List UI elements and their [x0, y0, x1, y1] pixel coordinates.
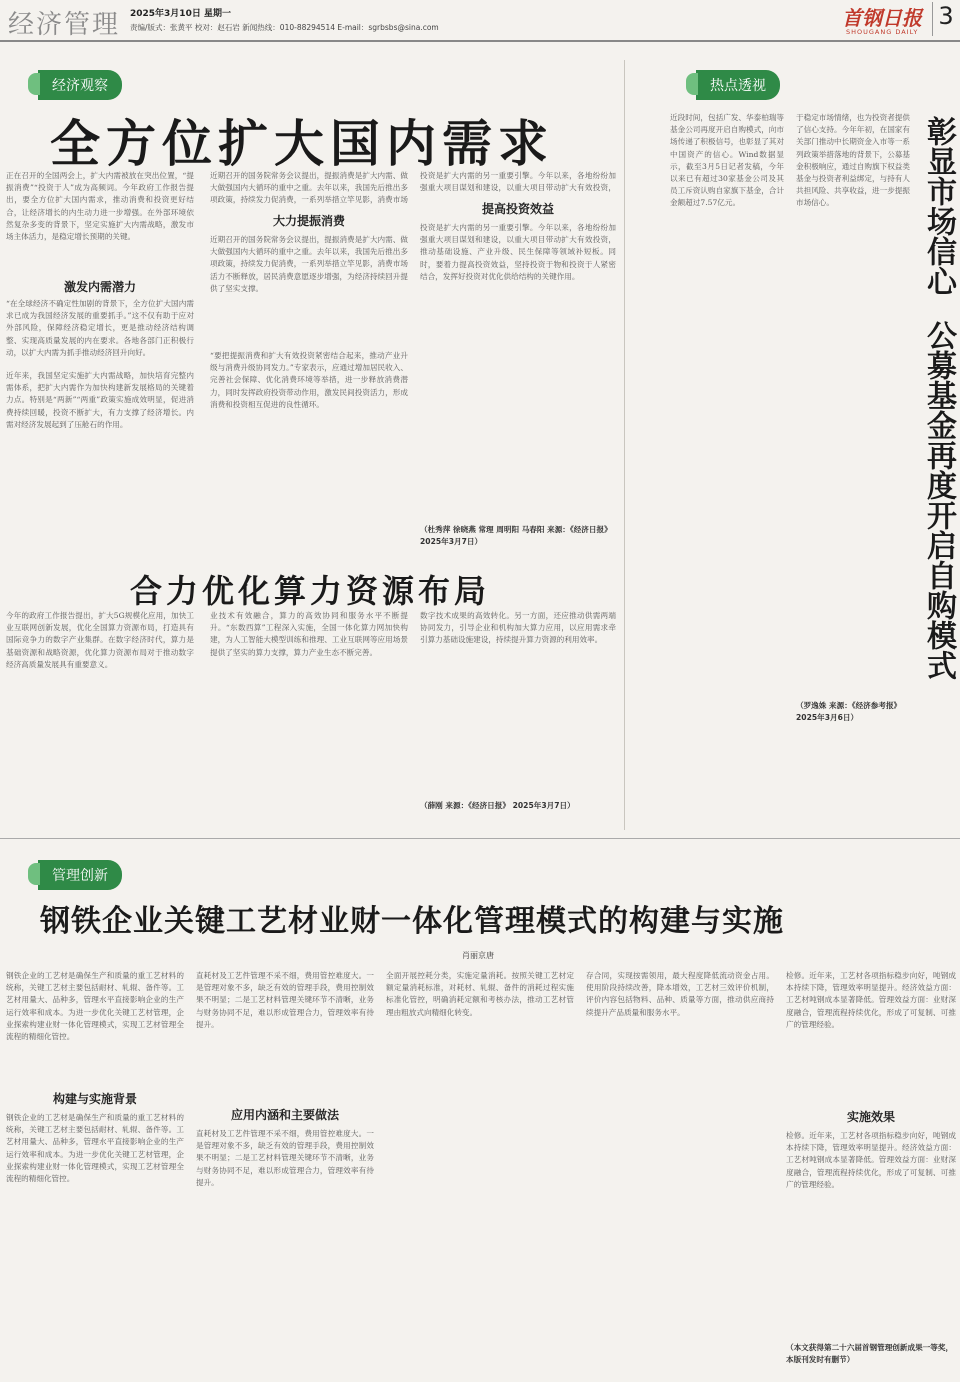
article1-col1: 正在召开的全国两会上，扩大内需被放在突出位置，“提振消费”“投资于人”成为高频词。今年政府工作报告提出，要全方位扩大国内需求，推动消费和投资更好结合，让经济增长的内生动力进一步增强。在外部环境依然复杂多变的背景下，坚定实施扩大内需战略，激发市场主体活力，是稳定增长预期的关键。 [6, 171, 194, 242]
article3-source: （罗逸姝 来源：《经济参考报》 2025年3月6日） [796, 701, 902, 722]
section-tag-hotspot: 热点透视 [696, 70, 780, 100]
article1-col6a: 投资是扩大内需的另一重要引擎。今年以来，各地纷纷加强重大项目谋划和建设，以重大项目带动扩大有效投资， [420, 171, 616, 192]
article4-col1a: 钢铁企业的工艺材是确保生产和质量的重工艺材料的统称，关键工艺材主要包括耐材、轧辊、备件等。工艺材用量大、品种多，管理水平直接影响企业的生产运行效率和成本。为进一步优化关键工艺材管理，企业探索构建业财一体化管理模式，实现工艺材管理全流程的精细化管控。 [6, 971, 184, 1042]
subhead-background: 构建与实施背景 [52, 1092, 137, 1106]
column-divider [624, 60, 625, 830]
newspaper-logo-en: SHOUGANG DAILY [846, 28, 919, 36]
article4-author: 肖丽京唐 [462, 951, 494, 960]
header-rule [0, 40, 960, 42]
article4-col4: 存合同，实现按需领用，最大程度降低流动资金占用。使用阶段持续改善，降本增效，工艺材三效评价机制，评价内容包括物料、品种、质量等方面，推动供应商持续提升产品质量和服务水平。 [586, 971, 774, 1017]
article4-col1b: 钢铁企业的工艺材是确保生产和质量的重工艺材料的统称，关键工艺材主要包括耐材、轧辊、备件等。工艺材用量大、品种多，管理水平直接影响企业的生产运行效率和成本。为进一步优化关键工艺材管理，企业探索构建业财一体化管理模式，实现工艺材管理全流程的精细化管控。 [6, 1113, 184, 1184]
subhead-results: 实施效果 [846, 1110, 895, 1124]
article1-col5: “要把提振消费和扩大有效投资紧密结合起来，推动产业升级与消费升级协同发力。”专家表示，应通过增加居民收入、完善社会保障、优化消费环境等举措，进一步释放消费潜力，同时发挥政府投资带动作用，激发民间投资活力，形成消费和投资相互促进的良性循环。 [210, 351, 408, 409]
headline-expand-demand: 全方位扩大国内需求 [50, 115, 554, 173]
subhead-connotation: 应用内涵和主要做法 [230, 1108, 339, 1122]
article4-col5a: 检修。近年来，工艺材各项指标稳步向好，吨钢成本持续下降，管理效率明显提升。经济效益方面：工艺材吨钢成本显著降低。管理效益方面：业财深度融合，管理流程持续优化，形成了可复制、可推广的管理经验。 [786, 971, 956, 1029]
article3-col2: 于稳定市场情绪，也为投资者提供了信心支持。今年年初，在国家有关部门推动中长期资金入市等一系列政策举措落地的背景下，公募基金积极响应，通过自购旗下权益类基金与投资者利益绑定，与持有人共担风险、共享收益，进一步提振市场信心。 [796, 113, 910, 208]
article1-col4b: 近期召开的国务院常务会议提出，提振消费是扩大内需、做大做强国内大循环的重中之重。去年以来，我国先后推出多项政策，持续发力促消费，一系列举措立竿见影，消费市场活力不断释放，居民消费意愿逐步增强，为经济持续回升提供了坚实支撑。 [210, 235, 408, 293]
subhead-investment-efficiency: 提高投资效益 [481, 202, 554, 216]
article1-col6b: 投资是扩大内需的另一重要引擎。今年以来，各地纷纷加强重大项目谋划和建设，以重大项目带动扩大有效投资，推动基础设施、产业升级、民生保障等领域补短板。同时，要着力提高投资效益，坚持投资于物和投资于人紧密结合，发挥好投资对优化供给结构的关键作用。 [420, 223, 616, 281]
article4-col3: 全面开展控耗分类，实施定量消耗。按照关键工艺材定额定量消耗标准，对耗材、轧辊、备件的消耗过程实施标准化管控，明确消耗定额和考核办法，推动工艺材管理由粗放式向精细化转变。 [386, 971, 574, 1017]
article2-col2: 业技术有效融合，算力的高效协同和服务水平不断提升。“东数西算”工程深入实施，全国一体化算力网加快构建，为人工智能大模型训练和推理、工业互联网等应用场景提供了坚实的算力支撑，算力产业生态不断完善。 [210, 611, 408, 657]
article1-source: （杜秀萍 徐晓燕 常理 周明阳 马春阳 来源：《经济日报》 2025年3月7日） [420, 525, 612, 546]
headline-fund-buyback: 公募基金再度开启自购模式 [921, 320, 956, 680]
page-number: 3 [932, 2, 959, 36]
article2-source: （薛刚 来源：《经济日报》 2025年3月7日） [420, 801, 575, 810]
article4-source: （本文获得第二十六届首钢管理创新成果一等奖，本版刊发时有删节） [786, 1343, 954, 1364]
article4-col2b: 直耗材及工艺件管理不采不细，费用管控难度大。一是管理对象不多，缺乏有效的管理手段，费用控制效果不明显；二是工艺材料管理关键环节不清晰，业务与财务协同不足，难以形成管理合力，管理效率有待提升。 [196, 1129, 374, 1187]
issue-date: 2025年3月10日 星期一 [130, 9, 231, 19]
article1-col3: 近年来，我国坚定实施扩大内需战略，加快培育完整内需体系，把扩大内需作为加快构建新发展格局的关键着力点。特别是“两新”“两重”政策实施成效明显，促进消费持续回暖，投资不断扩大，有力支撑了经济增长。内需对经济发展起到了压舱石的作用。 [6, 371, 194, 429]
subhead-stimulate-demand: 激发内需潜力 [63, 280, 136, 294]
article2-col3: 数字技术成果的高效转化。另一方面，还应推动供需两端协同发力，引导企业和机构加大算力应用，以应用需求牵引算力基础设施建设，持续提升算力资源的利用效率。 [420, 611, 616, 645]
article4-col2a: 直耗材及工艺件管理不采不细，费用管控难度大。一是管理对象不多，缺乏有效的管理手段，费用控制效果不明显；二是工艺材料管理关键环节不清晰，业务与财务协同不足，难以形成管理合力，管理效率有待提升。 [196, 971, 374, 1029]
section-tag-innovation: 管理创新 [38, 860, 122, 890]
headline-market-confidence: 彰显市场信心 [921, 116, 956, 296]
masthead [0, 0, 960, 42]
headline-steel-management: 钢铁企业关键工艺材业财一体化管理模式的构建与实施 [40, 904, 784, 939]
subhead-boost-consumption: 大力提振消费 [272, 214, 345, 228]
section-separator [0, 838, 960, 839]
headline-computing-power: 合力优化算力资源布局 [130, 572, 491, 610]
article1-col4a: 近期召开的国务院常务会议提出，提振消费是扩大内需、做大做强国内大循环的重中之重。去年以来，我国先后推出多项政策，持续发力促消费，一系列举措立竿见影，消费市场 [210, 171, 408, 204]
article4-col5b: 检修。近年来，工艺材各项指标稳步向好，吨钢成本持续下降，管理效率明显提升。经济效益方面：工艺材吨钢成本显著降低。管理效益方面：业财深度融合，管理流程持续优化，形成了可复制、可推广的管理经验。 [786, 1131, 956, 1189]
section-tag-economy: 经济观察 [38, 70, 122, 100]
editor-info: 责编/版式：张黄平 校对：赵石岩 新闻热线：010-88294514 E-mail：sgrbsbs@sina.com [130, 23, 439, 32]
section-title: 经济管理 [8, 10, 121, 40]
article2-col1: 今年的政府工作报告提出，扩大5G规模化应用，加快工业互联网创新发展，优化全国算力资源布局，打造具有国际竞争力的数字产业集群。在数字经济时代，算力是基础资源和战略资源，优化算力资源布局对于推动数字经济高质量发展具有重要意义。 [6, 611, 194, 669]
newspaper-logo: 首钢日报 [842, 6, 922, 30]
article3-col1: 近段时间，包括广发、华泰柏瑞等基金公司再度开启自购模式，向市场传递了积极信号，也彰显了其对中国资产的信心。Wind数据显示，截至3月5日记者发稿，今年以来已有超过30家基金公司及其员工斥资认购自家旗下基金，合计金额超过7.57亿元。 [670, 113, 784, 208]
article1-col2: “在全球经济不确定性加剧的背景下，全方位扩大国内需求已成为我国经济发展的重要抓手。”这不仅有助于应对外部风险，保障经济稳定增长，更是推动经济结构调整、实现高质量发展的内在要求。各地各部门正积极行动，以扩大内需为抓手推动经济回升向好。 [6, 299, 194, 357]
